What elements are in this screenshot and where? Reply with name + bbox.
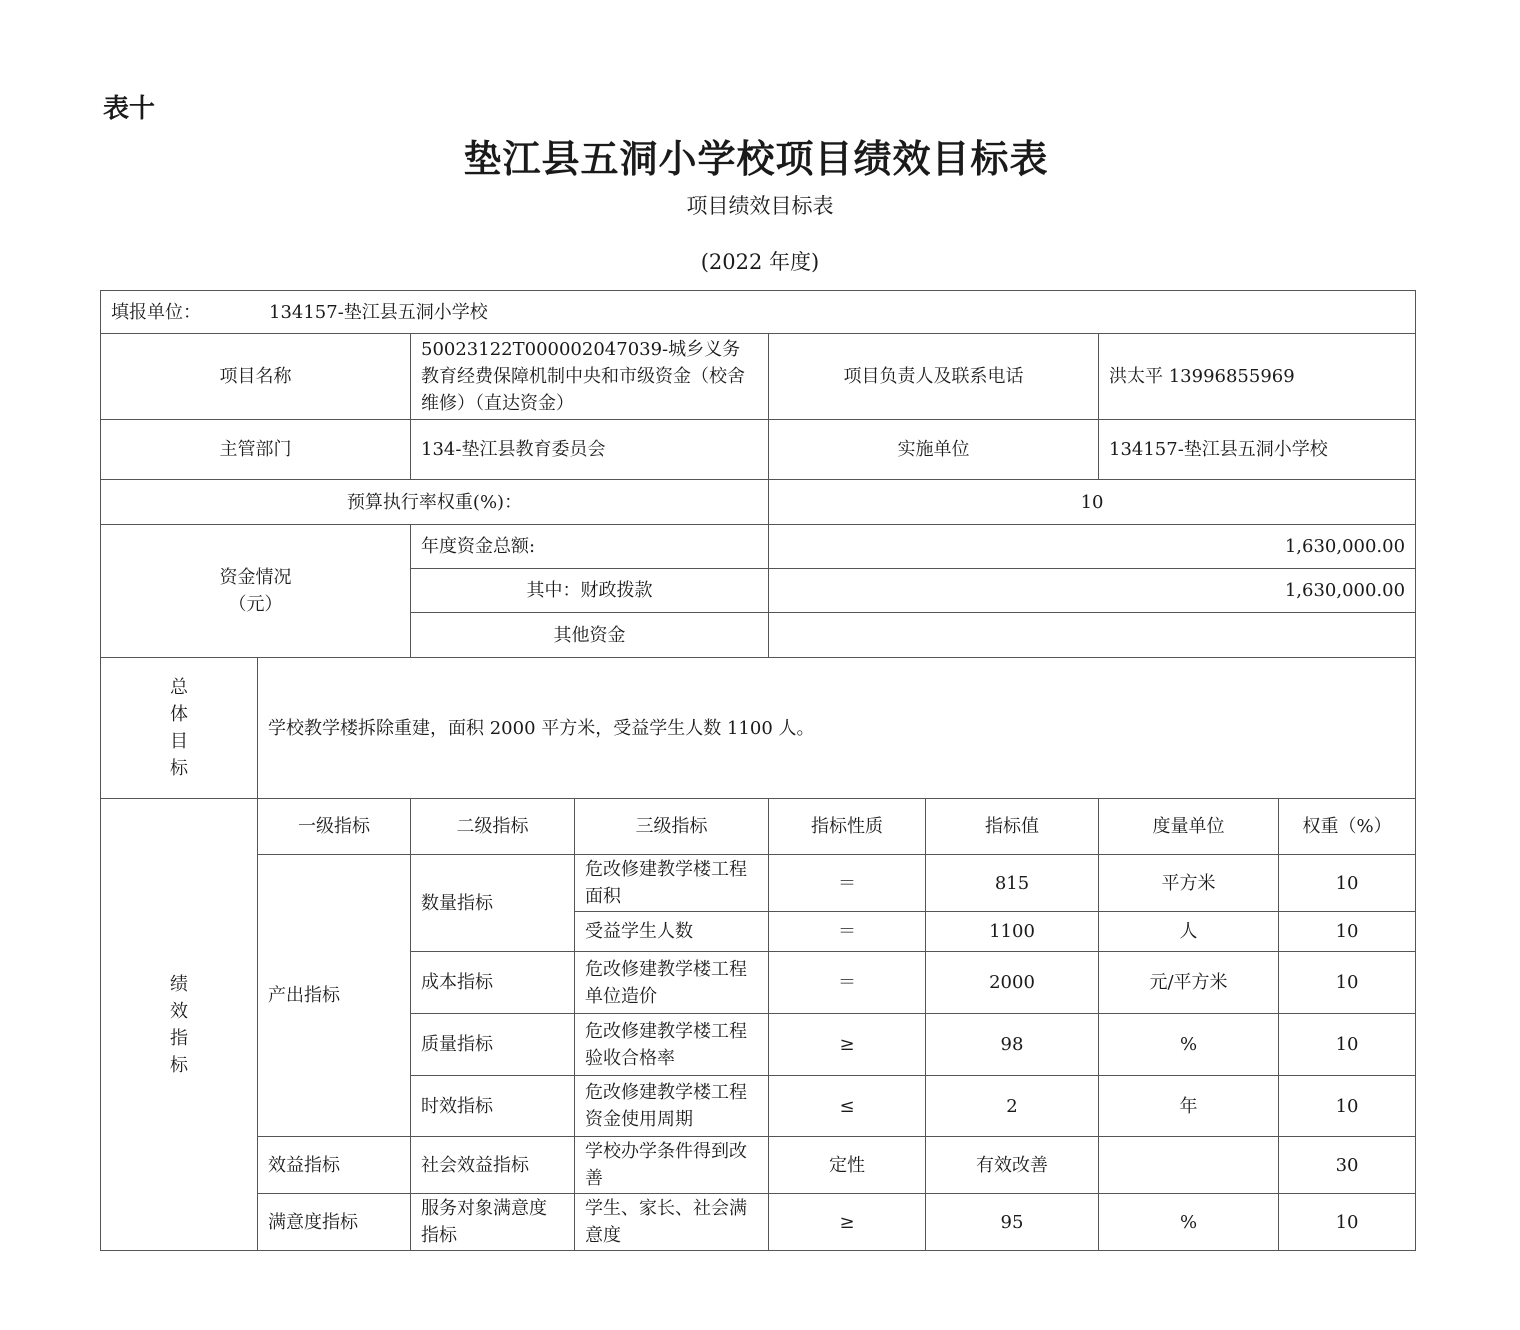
nature-cell: ≥ [769, 1194, 926, 1251]
unit-label: 填报单位： [111, 301, 201, 323]
indicator-char: 指 [170, 1027, 188, 1049]
project-row [101, 334, 1416, 420]
fiscal-year: (2022 年度) [700, 250, 820, 274]
level3-cell: 危改修建教学楼工程资金使用周期 [575, 1076, 769, 1137]
unit-cell: % [1099, 1194, 1279, 1251]
department-row [101, 420, 1416, 480]
unit-cell: 元/平方米 [1099, 952, 1279, 1014]
implementing-unit-label: 实施单位 [769, 420, 1099, 480]
value-cell: 1100 [926, 912, 1099, 952]
goal-char: 总 [170, 677, 188, 698]
column-header: 度量单位 [1099, 799, 1279, 855]
column-header: 权重（%） [1279, 799, 1416, 855]
column-header: 二级指标 [411, 799, 575, 855]
indicator-header-row [101, 799, 1416, 855]
overall-goal-text: 学校教学楼拆除重建，面积 2000 平方米，受益学生人数 1100 人。 [258, 658, 1416, 799]
weight-cell: 10 [1279, 952, 1416, 1014]
project-name-label: 项目名称 [101, 334, 411, 420]
budget-weight-value: 10 [769, 480, 1416, 525]
column-header: 指标性质 [769, 799, 926, 855]
unit-cell: 平方米 [1099, 855, 1279, 912]
table-row [101, 1194, 1416, 1251]
project-leader-value: 洪太平 13996855969 [1099, 334, 1416, 420]
table-row [101, 1137, 1416, 1194]
funds-total-value: 1,630,000.00 [769, 525, 1416, 569]
unit-cell [101, 291, 1416, 334]
project-name-value: 50023122T000002047039-城乡义务教育经费保障机制中央和市级资金（校舍维修）（直达资金） [411, 334, 769, 420]
weight-cell: 10 [1279, 1194, 1416, 1251]
value-cell: 98 [926, 1014, 1099, 1076]
unit-cell: 人 [1099, 912, 1279, 952]
level3-cell: 危改修建教学楼工程面积 [575, 855, 769, 912]
table-number-label: 表十 [103, 94, 156, 124]
column-header: 一级指标 [258, 799, 411, 855]
budget-weight-label: 预算执行率权重(%)： [101, 480, 769, 525]
funds-label [101, 525, 411, 658]
goal-char: 目 [170, 731, 188, 752]
nature-cell: 定性 [769, 1137, 926, 1194]
unit-cell [1099, 1137, 1279, 1194]
level2-cell: 质量指标 [411, 1014, 575, 1076]
level2-cell: 服务对象满意度指标 [411, 1194, 575, 1251]
level2-cell: 成本指标 [411, 952, 575, 1014]
indicator-char: 标 [170, 1054, 188, 1076]
nature-cell: ＝ [769, 952, 926, 1014]
overall-goal-row [101, 658, 1416, 799]
overall-goal-label [101, 658, 258, 799]
funds-label-line1: 资金情况 [219, 567, 292, 588]
column-header: 三级指标 [575, 799, 769, 855]
funds-other-value [769, 613, 1416, 658]
level2-cell: 社会效益指标 [411, 1137, 575, 1194]
funds-other-label: 其他资金 [411, 613, 769, 658]
unit-value: 134157-垫江县五洞小学校 [269, 301, 488, 323]
weight-cell: 10 [1279, 1014, 1416, 1076]
value-cell: 2000 [926, 952, 1099, 1014]
goal-char: 标 [170, 758, 188, 779]
level3-cell: 危改修建教学楼工程单位造价 [575, 952, 769, 1014]
level2-cell: 时效指标 [411, 1076, 575, 1137]
level3-cell: 受益学生人数 [575, 912, 769, 952]
funds-label-line2: （元） [228, 594, 283, 615]
implementing-unit-value: 134157-垫江县五洞小学校 [1099, 420, 1416, 480]
nature-cell: ＝ [769, 855, 926, 912]
nature-cell: ≤ [769, 1076, 926, 1137]
level2-cell: 数量指标 [411, 855, 575, 952]
funds-fiscal-value: 1,630,000.00 [769, 569, 1416, 613]
value-cell: 有效改善 [926, 1137, 1099, 1194]
department-label: 主管部门 [101, 420, 411, 480]
weight-cell: 10 [1279, 855, 1416, 912]
funds-total-row [101, 525, 1416, 569]
level1-benefit: 效益指标 [258, 1137, 411, 1194]
level1-output: 产出指标 [258, 855, 411, 1137]
value-cell: 815 [926, 855, 1099, 912]
level3-cell: 学校办学条件得到改善 [575, 1137, 769, 1194]
indicators-label [101, 799, 258, 1251]
funds-fiscal-label: 其中：财政拨款 [411, 569, 769, 613]
unit-cell: 年 [1099, 1076, 1279, 1137]
level3-cell: 学生、家长、社会满意度 [575, 1194, 769, 1251]
performance-target-table [100, 290, 1416, 1251]
document-title: 垫江县五洞小学校项目绩效目标表 [463, 136, 1049, 181]
department-value: 134-垫江县教育委员会 [411, 420, 769, 480]
weight-cell: 10 [1279, 912, 1416, 952]
goal-char: 体 [170, 704, 188, 725]
level3-cell: 危改修建教学楼工程验收合格率 [575, 1014, 769, 1076]
document-subtitle: 项目绩效目标表 [686, 194, 834, 218]
weight-cell: 30 [1279, 1137, 1416, 1194]
budget-weight-row [101, 480, 1416, 525]
weight-cell: 10 [1279, 1076, 1416, 1137]
table-row [101, 855, 1416, 912]
column-header: 指标值 [926, 799, 1099, 855]
level1-satisfaction: 满意度指标 [258, 1194, 411, 1251]
unit-row [101, 291, 1416, 334]
unit-cell: % [1099, 1014, 1279, 1076]
nature-cell: ≥ [769, 1014, 926, 1076]
indicator-char: 绩 [170, 973, 188, 995]
project-leader-label: 项目负责人及联系电话 [769, 334, 1099, 420]
indicator-char: 效 [170, 1000, 188, 1022]
funds-total-label: 年度资金总额: [411, 525, 769, 569]
nature-cell: ＝ [769, 912, 926, 952]
value-cell: 2 [926, 1076, 1099, 1137]
value-cell: 95 [926, 1194, 1099, 1251]
